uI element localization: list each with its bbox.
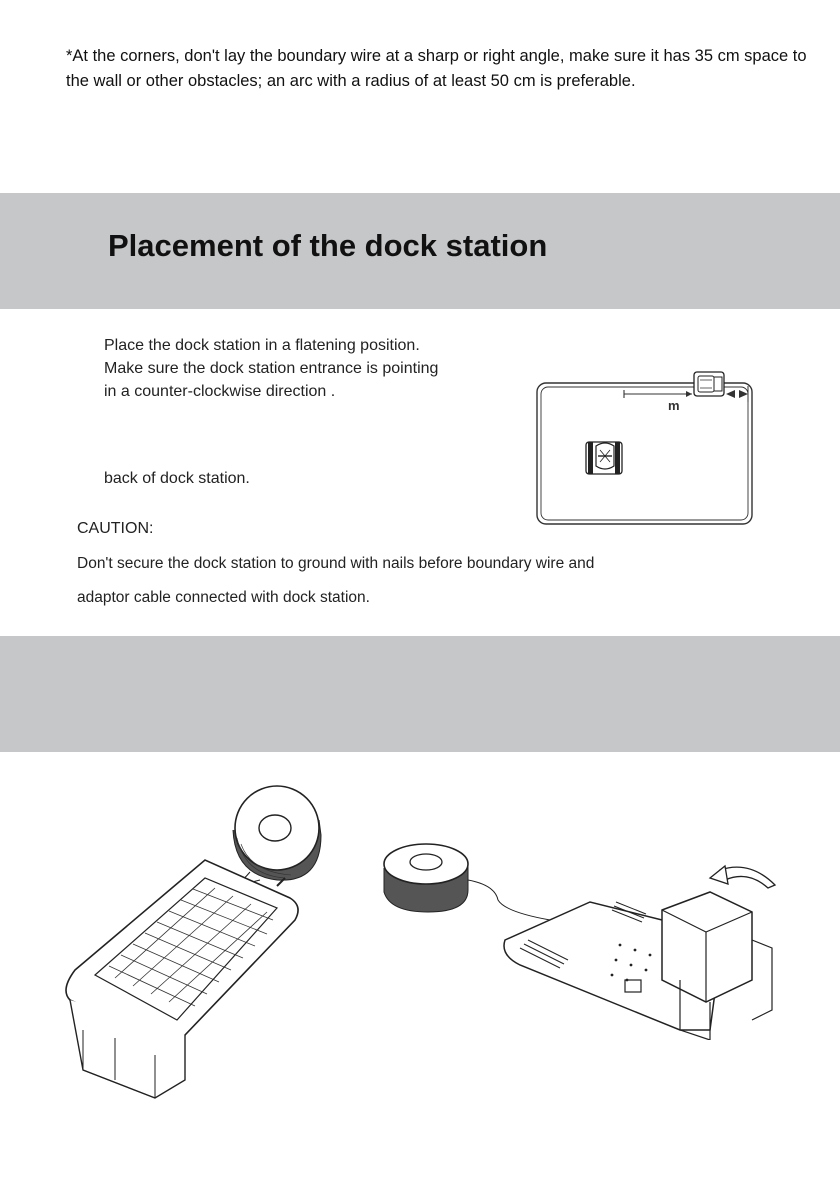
lawn-boundary-inner — [541, 387, 748, 520]
caution-line: adaptor cable connected with dock station. — [77, 589, 370, 606]
lawn-boundary-outer — [537, 383, 752, 524]
section-title: Placement of the dock station — [108, 228, 548, 263]
corner-note: *At the corners, don't lay the boundary wire at a sharp or right angle, make sure it has 35 cm space to the wall or other obstacles; an arc with a radius of at least 50 cm is preferable. — [66, 47, 807, 90]
instruction-line: Make sure the dock station entrance is pointing — [104, 360, 439, 377]
dock-station-icon — [694, 372, 724, 396]
instruction-line: in a counter-clockwise direction . — [104, 383, 336, 400]
distance-arrow — [624, 390, 692, 398]
distance-label: m — [668, 398, 680, 413]
section-header-band — [0, 636, 840, 752]
wire-spool-icon — [233, 786, 321, 880]
instruction-line: Place the dock station in a flatening position. — [104, 337, 420, 354]
mower-icon — [586, 442, 622, 474]
back-of-dock-text: back of dock station. — [104, 470, 250, 487]
dock-underside-illustration — [55, 780, 335, 1100]
dock-cover-illustration — [380, 830, 780, 1040]
dock-base — [66, 860, 298, 1098]
flip-arrow-icon — [720, 867, 775, 888]
lawn-placement-diagram — [530, 368, 760, 530]
wire-line — [468, 880, 550, 920]
caution-line: Don't secure the dock station to ground with nails before boundary wire and — [77, 555, 595, 572]
instructions — [104, 334, 504, 403]
caution-label: CAUTION: — [77, 520, 154, 537]
wire-spool-icon — [384, 844, 468, 912]
